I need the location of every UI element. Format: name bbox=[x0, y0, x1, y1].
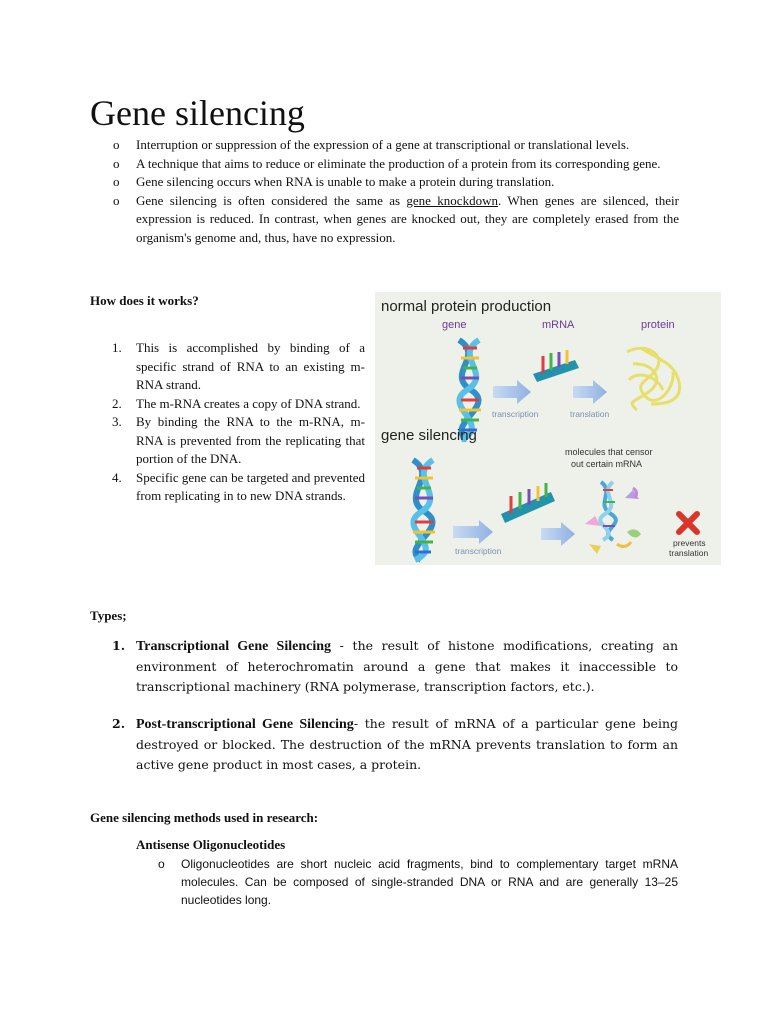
intro-bullet-text: A technique that aims to reduce or eliminate the production of a protein from its corresponding gene. bbox=[136, 155, 661, 171]
type-number: 1. bbox=[112, 638, 126, 653]
types-heading: Types; bbox=[90, 608, 127, 623]
translation-label: translation bbox=[570, 409, 610, 419]
type-item bbox=[112, 636, 678, 697]
bullet-marker: o bbox=[158, 857, 165, 871]
antisense-bullet-text: Oligonucleotides are short nucleic acid fragments, bind to complementary target mRNA molecules. Can be composed of single-stranded DNA or RNA and are generally 13–25 nucleotides long. bbox=[181, 857, 678, 907]
arrow-icon bbox=[541, 522, 575, 546]
normal-production-title: normal protein production bbox=[381, 298, 552, 315]
bullet-marker: o bbox=[113, 174, 120, 189]
antisense-bullet bbox=[158, 855, 678, 909]
dna-helix-icon bbox=[413, 460, 435, 560]
type-name: Transcriptional Gene Silencing bbox=[136, 639, 332, 654]
step-item bbox=[112, 413, 365, 469]
type-item bbox=[112, 714, 678, 775]
close-icon bbox=[679, 514, 697, 532]
diagram-svg bbox=[375, 292, 721, 565]
transcription-arrow-icon bbox=[493, 380, 531, 404]
step-number: 4. bbox=[112, 469, 122, 485]
step-text: The m-RNA creates a copy of DNA strand. bbox=[136, 395, 361, 411]
step-item bbox=[112, 395, 365, 414]
page-title: Gene silencing bbox=[90, 93, 305, 133]
molecules-label-line1: molecules that censor bbox=[565, 447, 653, 457]
type-text: - the result of mRNA of a particular gene being destroyed or blocked. The destruction of the mRNA prevents translation to form an active gene product in most cases, a protein. bbox=[136, 716, 678, 772]
step-text: This is accomplished by binding of a specific strand of RNA to an existing m-RNA strand. bbox=[136, 340, 365, 392]
types-list bbox=[112, 636, 678, 775]
mrna-label: mRNA bbox=[542, 319, 575, 331]
antisense-heading: Antisense Oligonucleotides bbox=[136, 837, 286, 852]
step-text: By binding the RNA to the m-RNA, m-RNA is prevented from the replicating that portion of the DNA. bbox=[136, 414, 365, 466]
intro-bullet-text: Interruption or suppression of the expression of a gene at transcriptional or translational levels. bbox=[136, 137, 630, 152]
gene-knockdown-link[interactable]: gene knockdown bbox=[406, 192, 498, 208]
type-number: 2. bbox=[112, 716, 126, 731]
step-text: Specific gene can be targeted and prevented from replicating in to new DNA strands. bbox=[136, 469, 365, 503]
intro-bullet-text: Gene silencing occurs when RNA is unable to make a protein during translation. bbox=[136, 174, 555, 189]
mrna-strand-icon bbox=[533, 350, 579, 382]
protein-label: protein bbox=[641, 319, 675, 331]
translation-arrow-icon bbox=[573, 380, 607, 404]
step-number: 3. bbox=[112, 414, 122, 429]
censor-molecules-icon bbox=[585, 482, 641, 554]
bullet-marker: o bbox=[113, 192, 120, 208]
intro-bullet bbox=[113, 192, 679, 248]
step-number: 2. bbox=[112, 395, 122, 411]
mrna-strand-icon bbox=[501, 483, 555, 523]
gene-label: gene bbox=[442, 319, 467, 331]
step-item bbox=[112, 469, 365, 506]
steps-list bbox=[112, 339, 365, 506]
transcription-label: transcription bbox=[455, 546, 502, 556]
gene-silencing-diagram bbox=[375, 292, 721, 565]
protein-icon bbox=[627, 348, 680, 410]
prevents-label-line2: translation bbox=[669, 548, 709, 558]
bullet-marker: o bbox=[113, 155, 120, 171]
type-text: - the result of histone modifications, creating an environment of heterochromatin around a gene that makes it inaccessible to transcriptional machinery (RNA polymerase, transcription factors, etc.). bbox=[136, 638, 678, 694]
type-name: Post-transcriptional Gene Silencing bbox=[136, 717, 354, 732]
molecules-label-line2: out certain mRNA bbox=[571, 459, 643, 469]
intro-bullet-list bbox=[113, 136, 679, 247]
gene-silencing-title: gene silencing bbox=[381, 427, 477, 444]
prevents-label-line1: prevents bbox=[673, 538, 706, 548]
step-number: 1. bbox=[112, 340, 122, 355]
transcription-arrow-icon bbox=[453, 520, 493, 544]
how-it-works-heading: How does it works? bbox=[90, 293, 199, 308]
methods-heading: Gene silencing methods used in research: bbox=[90, 810, 319, 825]
antisense-bullet-list bbox=[158, 855, 678, 909]
intro-bullet-text: . When genes are silenced, their expression is reduced. In contrast, when genes are knocked out, they are completely erased from the organism's genome and, thus, have no expression. bbox=[136, 192, 679, 245]
bullet-marker: o bbox=[113, 137, 120, 152]
step-item bbox=[112, 339, 365, 395]
transcription-label: transcription bbox=[492, 409, 539, 419]
dna-helix-icon bbox=[459, 340, 481, 440]
intro-bullet-text: Gene silencing is often considered the same as bbox=[136, 192, 407, 208]
intro-bullet bbox=[113, 136, 679, 155]
intro-bullet bbox=[113, 173, 679, 192]
intro-bullet bbox=[113, 155, 679, 174]
